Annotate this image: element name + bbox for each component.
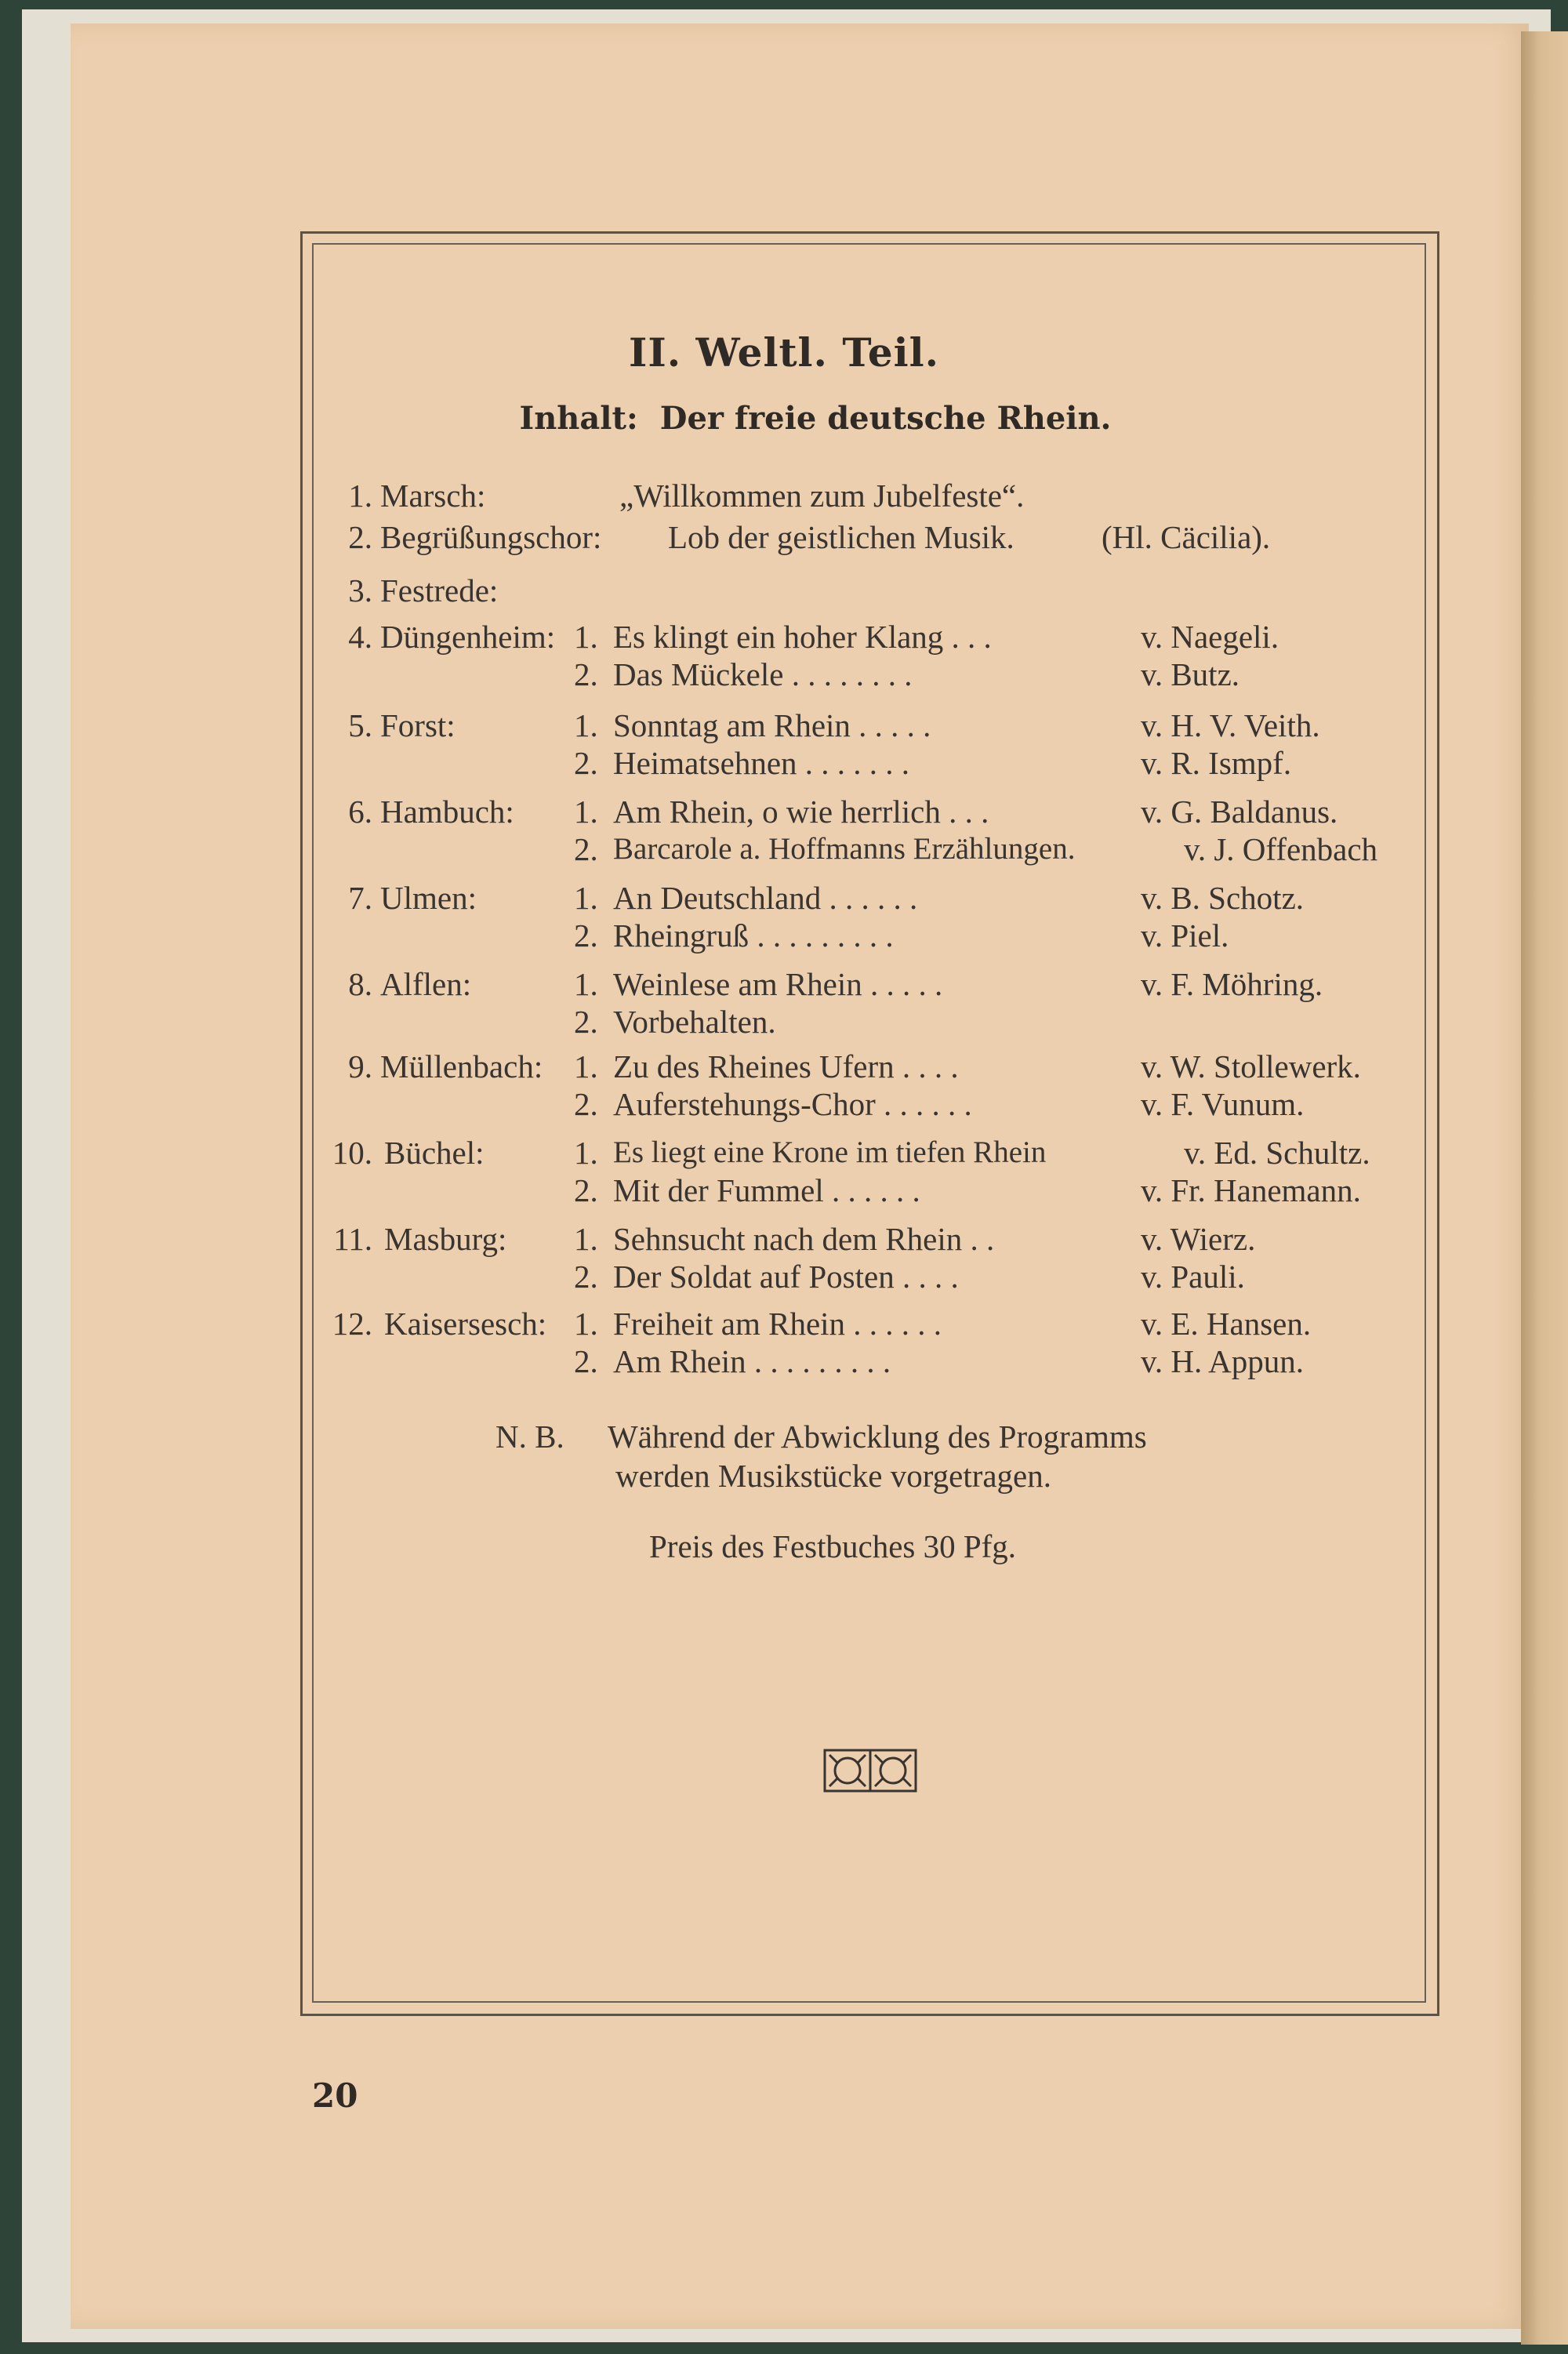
entry-composer: v. Ed. Schultz.	[1184, 1135, 1370, 1171]
entry-piece: Der Soldat auf Posten . . . .	[613, 1259, 959, 1295]
entry-piece: Das Mückele . . . . . . . .	[613, 656, 913, 692]
entry-place: Begrüßungschor:	[380, 519, 602, 555]
entry-composer: v. G. Baldanus.	[1141, 794, 1338, 830]
entry-number: 8.	[348, 966, 372, 1002]
entry-number: 12.	[332, 1306, 372, 1342]
entry-composer: v. F. Vunum.	[1141, 1086, 1305, 1122]
entry-composer: v. F. Möhring.	[1141, 966, 1323, 1002]
entry-place: Kaisersesch:	[384, 1306, 547, 1342]
item-number: 1.	[574, 707, 598, 743]
entry-place: Müllenbach:	[380, 1048, 543, 1084]
entry-composer: v. Fr. Hanemann.	[1141, 1172, 1361, 1208]
entry-place: Alflen:	[380, 966, 472, 1002]
entry-number: 1.	[348, 478, 372, 514]
entry-piece: An Deutschland . . . . . .	[613, 880, 918, 916]
item-number: 2.	[574, 831, 598, 867]
entry-composer: (Hl. Cäcilia).	[1102, 519, 1271, 555]
facing-page-edge	[1521, 31, 1568, 2345]
entry-place: Büchel:	[384, 1135, 485, 1171]
section-subtitle	[0, 400, 1568, 437]
item-number: 1.	[574, 1306, 598, 1342]
item-number: 1.	[574, 619, 598, 655]
item-number: 2.	[574, 1343, 598, 1379]
entry-composer: v. Pauli.	[1141, 1259, 1245, 1295]
entry-piece: Auferstehungs-Chor . . . . . .	[613, 1086, 972, 1122]
entry-place: Masburg:	[384, 1221, 507, 1257]
entry-piece: Zu des Rheines Ufern . . . .	[613, 1048, 959, 1084]
entry-place: Hambuch:	[380, 794, 514, 830]
entry-piece: Es klingt ein hoher Klang . . .	[613, 619, 992, 655]
nb-line-2: werden Musikstücke vorgetragen.	[615, 1458, 1052, 1494]
entry-number: 6.	[348, 794, 372, 830]
entry-piece: „Willkommen zum Jubelfeste“.	[619, 478, 1025, 514]
entry-piece: Es liegt eine Krone im tiefen Rhein	[613, 1135, 1047, 1169]
entry-piece: Am Rhein . . . . . . . . .	[613, 1343, 891, 1379]
entry-number: 3.	[348, 572, 372, 608]
item-number: 2.	[574, 917, 598, 954]
entry-piece: Lob der geistlichen Musik.	[668, 519, 1014, 555]
section-title: II. Weltl. Teil.	[628, 329, 940, 376]
item-number: 2.	[574, 1004, 598, 1040]
item-number: 2.	[574, 1172, 598, 1208]
item-number: 1.	[574, 966, 598, 1002]
entry-piece: Am Rhein, o wie herrlich . . .	[613, 794, 989, 830]
subtitle-label: Inhalt:	[519, 400, 638, 437]
entry-composer: v. R. Ismpf.	[1141, 745, 1292, 781]
entry-place: Forst:	[380, 707, 456, 743]
entry-number: 9.	[348, 1048, 372, 1084]
entry-piece: Weinlese am Rhein . . . . .	[613, 966, 943, 1002]
item-number: 1.	[574, 1221, 598, 1257]
entry-composer: v. B. Schotz.	[1141, 880, 1305, 916]
entry-number: 2.	[348, 519, 372, 555]
entry-composer: v. Wierz.	[1141, 1221, 1256, 1257]
entry-number: 11.	[333, 1221, 372, 1257]
entry-place: Marsch:	[380, 478, 486, 514]
entry-place: Düngenheim:	[380, 619, 556, 655]
item-number: 2.	[574, 745, 598, 781]
entry-number: 5.	[348, 707, 372, 743]
entry-composer: v. H. Appun.	[1141, 1343, 1305, 1379]
entry-piece: Mit der Fummel . . . . . .	[613, 1172, 920, 1208]
item-number: 1.	[574, 1135, 598, 1171]
nb-label: N. B.	[495, 1419, 564, 1455]
item-number: 1.	[574, 880, 598, 916]
entry-piece: Sehnsucht nach dem Rhein . .	[613, 1221, 995, 1257]
page-number: 20	[312, 2076, 358, 2115]
entry-composer: v. J. Offenbach	[1184, 831, 1378, 867]
item-number: 2.	[574, 656, 598, 692]
entry-number: 7.	[348, 880, 372, 916]
entry-composer: v. Butz.	[1141, 656, 1240, 692]
entry-piece: Vorbehalten.	[613, 1004, 776, 1040]
entry-place: Ulmen:	[380, 880, 477, 916]
item-number: 2.	[574, 1259, 598, 1295]
price-note: Preis des Festbuches 30 Pfg.	[649, 1528, 1017, 1564]
entry-number: 10.	[332, 1135, 372, 1171]
entry-number: 4.	[348, 619, 372, 655]
entry-piece: Barcarole a. Hoffmanns Erzählungen.	[613, 832, 1076, 866]
entry-piece: Rheingruß . . . . . . . . .	[613, 917, 894, 954]
nb-line-1: Während der Abwicklung des Programms	[608, 1419, 1147, 1455]
item-number: 1.	[574, 1048, 598, 1084]
subtitle-text: Der freie deutsche Rhein.	[659, 400, 1112, 437]
entry-piece: Sonntag am Rhein . . . . .	[613, 707, 931, 743]
item-number: 1.	[574, 794, 598, 830]
entry-composer: v. H. V. Veith.	[1141, 707, 1320, 743]
entry-piece: Heimatsehnen . . . . . . .	[613, 745, 910, 781]
entry-composer: v. Piel.	[1141, 917, 1229, 954]
entry-composer: v. E. Hansen.	[1141, 1306, 1312, 1342]
entry-piece: Freiheit am Rhein . . . . . .	[613, 1306, 942, 1342]
scroll-ornament-icon	[823, 1747, 917, 1794]
entry-place: Festrede:	[380, 572, 499, 608]
entry-composer: v. Naegeli.	[1141, 619, 1279, 655]
item-number: 2.	[574, 1086, 598, 1122]
entry-composer: v. W. Stollewerk.	[1141, 1048, 1361, 1084]
